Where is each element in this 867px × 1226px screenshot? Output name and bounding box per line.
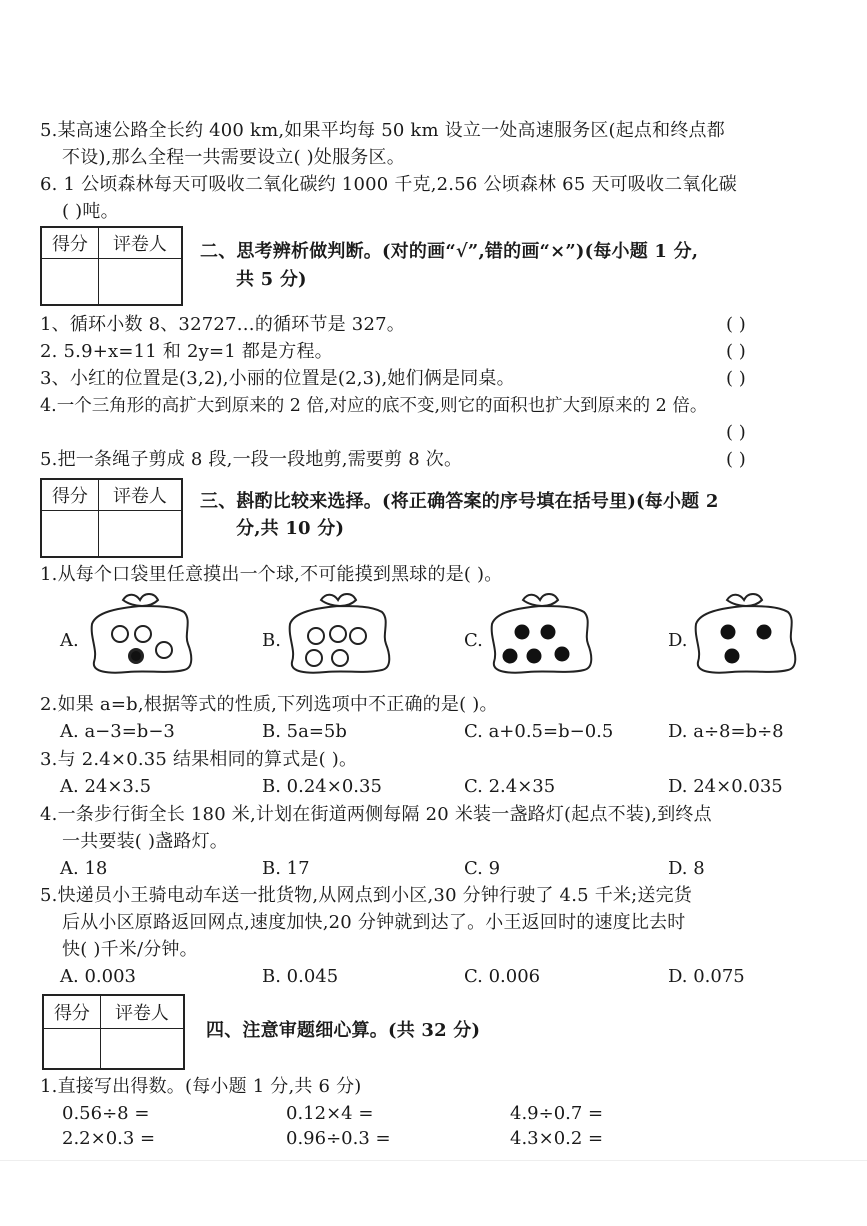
- grader-label: 评卷人: [100, 996, 183, 1029]
- score-cell[interactable]: [42, 510, 99, 556]
- option-d-label: D.: [668, 630, 688, 651]
- score-cell[interactable]: [44, 1028, 101, 1068]
- bag-c-image: [488, 590, 598, 682]
- judge-item-1: 1、循环小数 8、32727…的循环节是 327。: [40, 314, 405, 335]
- choice-question-4-line2: 一共要装( )盏路灯。: [62, 831, 228, 852]
- q3-option-b: B. 0.24×0.35: [262, 776, 382, 797]
- q2-option-a: A. a−3=b−3: [60, 721, 175, 742]
- choice-question-3: 3.与 2.4×0.35 结果相同的算式是( )。: [40, 749, 358, 770]
- answer-paren-4[interactable]: ( ): [726, 422, 746, 443]
- answer-paren-5[interactable]: ( ): [726, 449, 746, 470]
- calc-item-1: 0.56÷8 =: [62, 1103, 150, 1124]
- choice-question-1: 1.从每个口袋里任意摸出一个球,不可能摸到黑球的是( )。: [40, 564, 503, 585]
- question-5-line2: 不设),那么全程一共需要设立( )处服务区。: [62, 147, 405, 168]
- question-6-line1: 6. 1 公顷森林每天可吸收二氧化碳约 1000 千克,2.56 公顷森林 65 天可吸收二氧化碳: [40, 174, 737, 195]
- section-3-title-line2: 分,共 10 分): [236, 518, 345, 539]
- calc-item-3: 4.9÷0.7 =: [510, 1103, 604, 1124]
- score-cell[interactable]: [42, 258, 99, 304]
- score-box: [40, 478, 183, 558]
- question-5-line1: 5.某高速公路全长约 400 km,如果平均每 50 km 设立一处高速服务区(起点和终点都: [40, 120, 725, 141]
- choice-question-5-line1: 5.快递员小王骑电动车送一批货物,从网点到小区,30 分钟行驶了 4.5 千米;送完货: [40, 885, 692, 906]
- question-6-line2: ( )吨。: [62, 201, 119, 222]
- q4-option-d: D. 8: [668, 858, 705, 879]
- q3-option-c: C. 2.4×35: [464, 776, 556, 797]
- section-2-title-line1: 二、思考辨析做判断。(对的画“√”,错的画“×”)(每小题 1 分,: [200, 241, 699, 262]
- section-3-title-line1: 三、斟酌比较来选择。(将正确答案的序号填在括号里)(每小题 2: [200, 491, 719, 512]
- q3-option-d: D. 24×0.035: [668, 776, 783, 797]
- calc-question-1: 1.直接写出得数。(每小题 1 分,共 6 分): [40, 1076, 362, 1097]
- score-box: [42, 994, 185, 1070]
- judge-item-4: 4.一个三角形的高扩大到原来的 2 倍,对应的底不变,则它的面积也扩大到原来的 2 倍。: [40, 396, 708, 416]
- q3-option-a: A. 24×3.5: [60, 776, 152, 797]
- q4-option-c: C. 9: [464, 858, 501, 879]
- q5-option-d: D. 0.075: [668, 966, 745, 987]
- calc-item-6: 4.3×0.2 =: [510, 1128, 604, 1149]
- q4-option-b: B. 17: [262, 858, 310, 879]
- judge-item-3: 3、小红的位置是(3,2),小丽的位置是(2,3),她们俩是同桌。: [40, 368, 515, 389]
- choice-question-4-line1: 4.一条步行街全长 180 米,计划在街道两侧每隔 20 米装一盏路灯(起点不装),到终点: [40, 804, 712, 825]
- calc-item-4: 2.2×0.3 =: [62, 1128, 156, 1149]
- answer-paren-1[interactable]: ( ): [726, 314, 746, 335]
- judge-item-5: 5.把一条绳子剪成 8 段,一段一段地剪,需要剪 8 次。: [40, 449, 463, 470]
- grader-cell[interactable]: [98, 258, 181, 304]
- score-label: 得分: [42, 480, 99, 511]
- score-box: [40, 226, 183, 306]
- q5-option-a: A. 0.003: [60, 966, 136, 987]
- calc-item-5: 0.96÷0.3 =: [286, 1128, 391, 1149]
- bag-d-image: [692, 590, 802, 682]
- judge-item-2: 2. 5.9+x=11 和 2y=1 都是方程。: [40, 341, 333, 362]
- choice-question-5-line3: 快( )千米/分钟。: [62, 939, 198, 960]
- q2-option-b: B. 5a=5b: [262, 721, 347, 742]
- section-2-title-line2: 共 5 分): [236, 269, 307, 290]
- page-edge-divider: [0, 1160, 867, 1161]
- grader-cell[interactable]: [100, 1028, 183, 1068]
- calc-item-2: 0.12×4 =: [286, 1103, 374, 1124]
- bag-b-image: [286, 590, 396, 682]
- q5-option-c: C. 0.006: [464, 966, 541, 987]
- choice-question-2: 2.如果 a=b,根据等式的性质,下列选项中不正确的是( )。: [40, 694, 498, 715]
- option-b-label: B.: [262, 630, 281, 651]
- grader-label: 评卷人: [98, 480, 181, 511]
- answer-paren-3[interactable]: ( ): [726, 368, 746, 389]
- answer-paren-2[interactable]: ( ): [726, 341, 746, 362]
- choice-question-5-line2: 后从小区原路返回网点,速度加快,20 分钟就到达了。小王返回时的速度比去时: [62, 912, 686, 933]
- grader-cell[interactable]: [98, 510, 181, 556]
- q2-option-c: C. a+0.5=b−0.5: [464, 721, 614, 742]
- option-c-label: C.: [464, 630, 483, 651]
- q2-option-d: D. a÷8=b÷8: [668, 721, 784, 742]
- q4-option-a: A. 18: [60, 858, 108, 879]
- section-4-title: 四、注意审题细心算。(共 32 分): [206, 1020, 481, 1041]
- q5-option-b: B. 0.045: [262, 966, 339, 987]
- bag-a-image: [88, 590, 198, 682]
- option-a-label: A.: [60, 630, 79, 651]
- grader-label: 评卷人: [98, 228, 181, 259]
- score-label: 得分: [44, 996, 101, 1029]
- score-label: 得分: [42, 228, 99, 259]
